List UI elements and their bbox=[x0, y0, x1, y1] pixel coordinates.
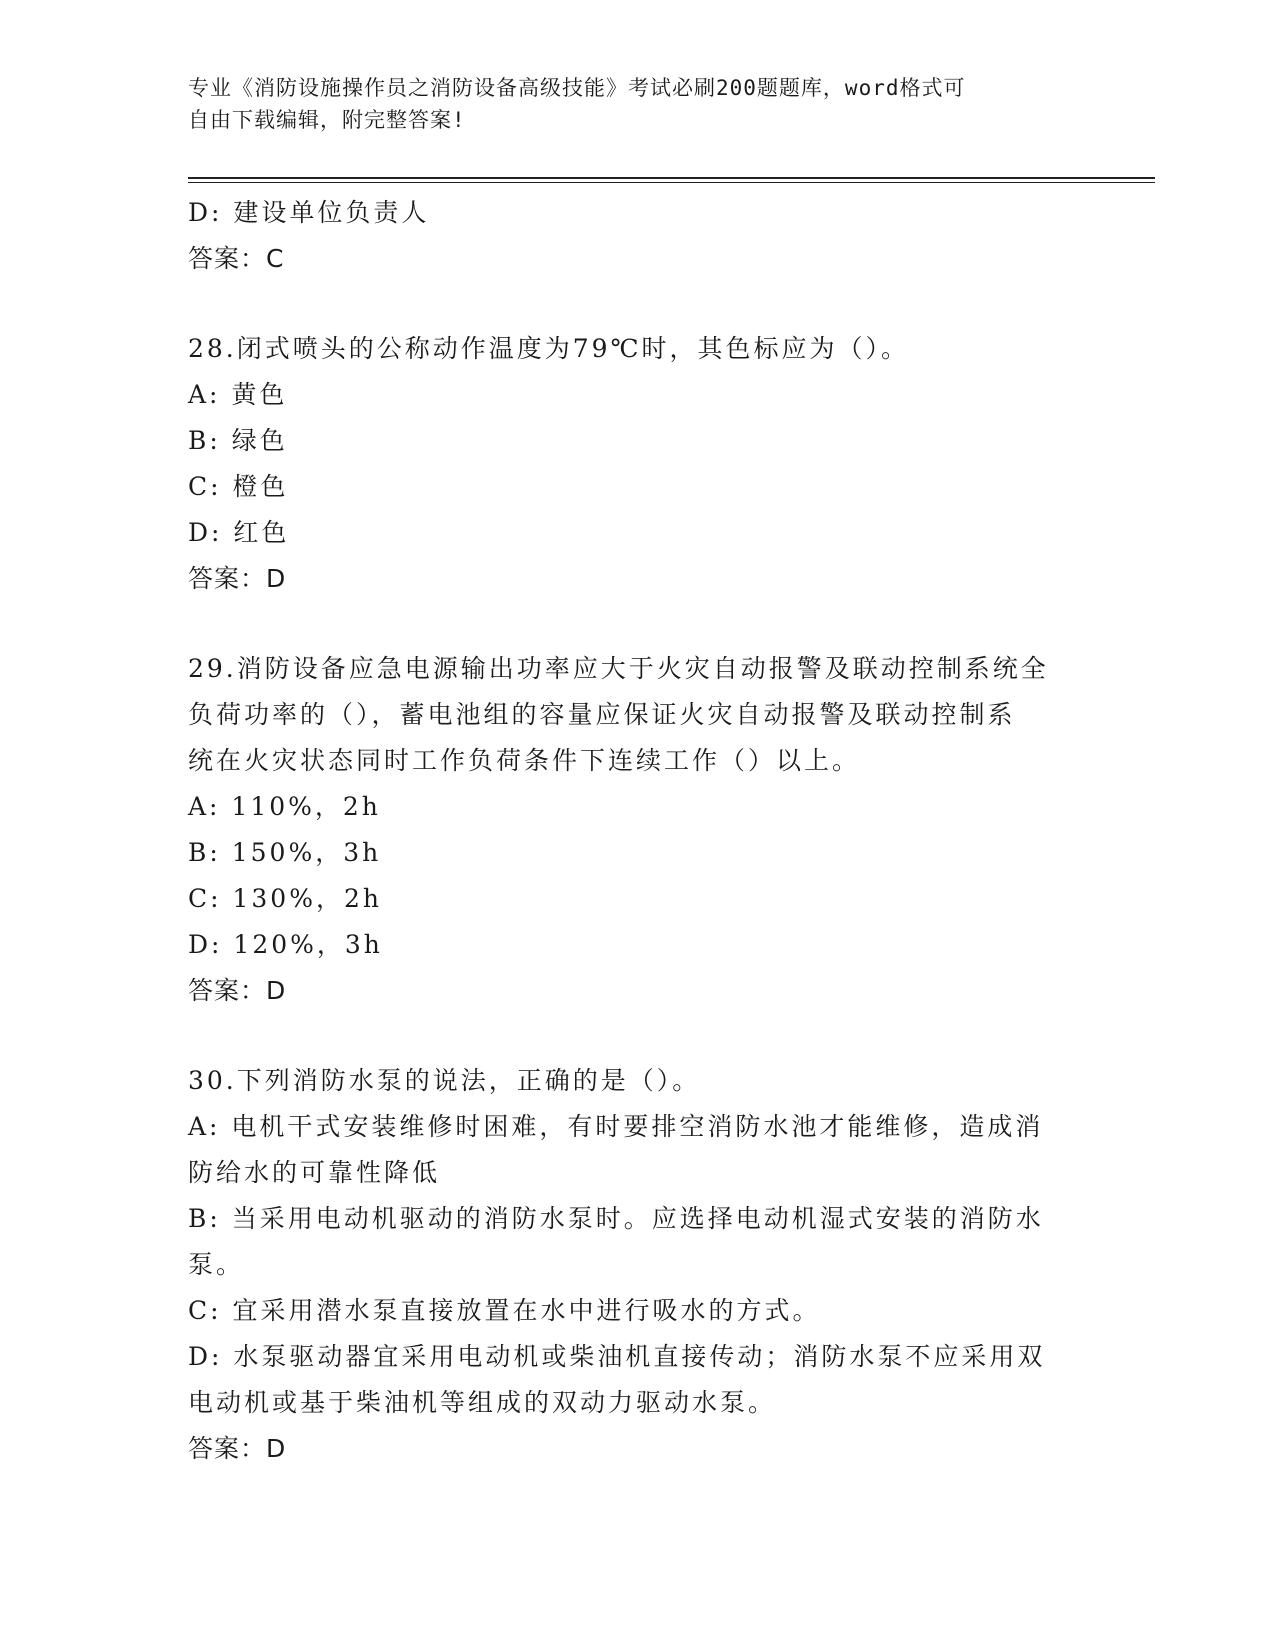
question-stem-line-3: 统在火灾状态同时工作负荷条件下连续工作（）以上。 bbox=[188, 746, 861, 775]
document-header bbox=[188, 72, 1068, 136]
header-line-1: 专业《消防设施操作员之消防设备高级技能》考试必刷200题题库，word格式可 bbox=[188, 76, 966, 100]
option-a-line-1: A: 电机干式安装维修时困难，有时要排空消防水池才能维修，造成消 bbox=[188, 1112, 1044, 1141]
option-a-line-2: 防给水的可靠性降低 bbox=[188, 1158, 441, 1187]
spacer bbox=[188, 282, 1088, 326]
header-divider-thick bbox=[188, 177, 1155, 179]
question-list bbox=[188, 190, 1088, 1472]
option-b-line-1: B: 当采用电动机驱动的消防水泵时。应选择电动机湿式安装的消防水 bbox=[188, 1204, 1044, 1233]
question-29 bbox=[188, 646, 1088, 1014]
option-d: D: 120%，3h bbox=[188, 930, 383, 959]
option-c: C: 宜采用潜水泵直接放置在水中进行吸水的方式。 bbox=[188, 1296, 821, 1325]
option-d-line-1: D: 水泵驱动器宜采用电动机或柴油机直接传动；消防水泵不应采用双 bbox=[188, 1342, 1046, 1371]
question-stem: 30.下列消防水泵的说法，正确的是（）。 bbox=[188, 1066, 701, 1095]
option-b: B: 150%，3h bbox=[188, 838, 382, 867]
spacer bbox=[188, 602, 1088, 646]
question-30 bbox=[188, 1058, 1088, 1472]
option-c: C: 130%，2h bbox=[188, 884, 382, 913]
question-stem: 28.闭式喷头的公称动作温度为79℃时，其色标应为（）。 bbox=[188, 334, 910, 363]
option-d: D: 红色 bbox=[188, 518, 290, 547]
spacer bbox=[188, 1014, 1088, 1058]
option-d-line-2: 电动机或基于柴油机等组成的双动力驱动水泵。 bbox=[188, 1388, 777, 1417]
question-stem-line-2: 负荷功率的（），蓄电池组的容量应保证火灾自动报警及联动控制系 bbox=[188, 700, 1016, 729]
option-b-line-2: 泵。 bbox=[188, 1250, 245, 1279]
question-stem-line-1: 29.消防设备应急电源输出功率应大于火灾自动报警及联动控制系统全 bbox=[188, 654, 1049, 683]
question-27-tail bbox=[188, 190, 1088, 282]
answer: 答案：D bbox=[188, 976, 287, 1005]
option-c: C: 橙色 bbox=[188, 472, 289, 501]
answer: 答案：D bbox=[188, 564, 287, 593]
option-a: A: 黄色 bbox=[188, 380, 288, 409]
header-divider-thin bbox=[188, 182, 1155, 183]
option-b: B: 绿色 bbox=[188, 426, 288, 455]
option-a: A: 110%，2h bbox=[188, 792, 381, 821]
answer: 答案：D bbox=[188, 1434, 287, 1463]
question-28 bbox=[188, 326, 1088, 602]
header-line-2: 自由下载编辑，附完整答案! bbox=[188, 108, 466, 132]
option-d: D: 建设单位负责人 bbox=[188, 198, 430, 227]
answer: 答案：C bbox=[188, 244, 285, 273]
